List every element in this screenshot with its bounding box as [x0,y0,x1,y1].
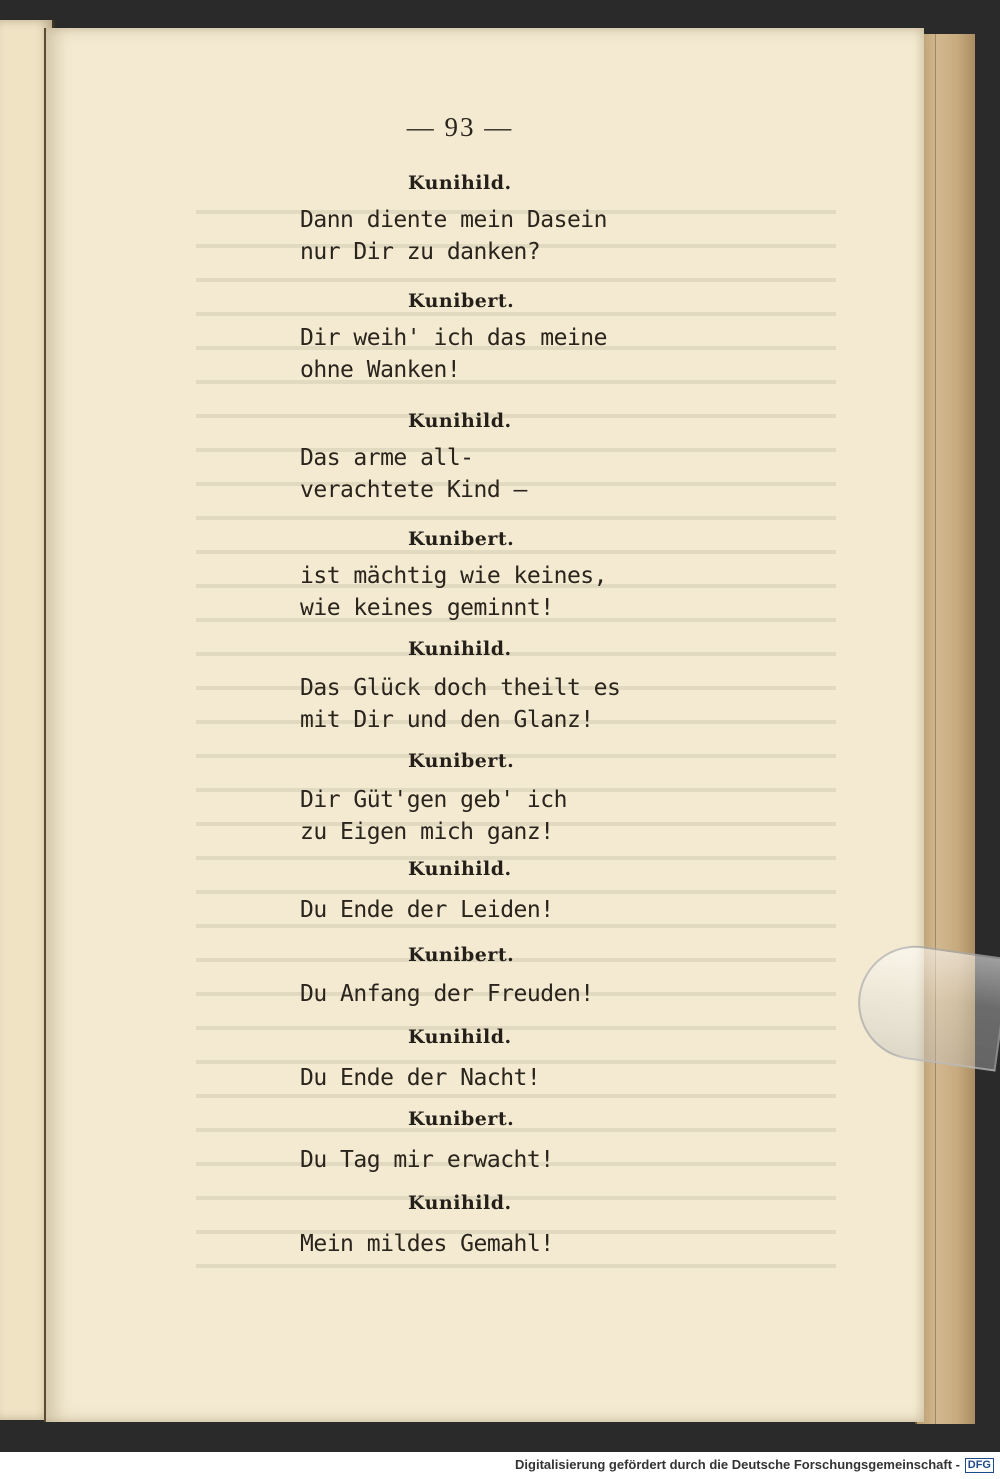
page-stack-edges [915,34,975,1424]
verse-block [300,322,860,386]
verse-line: mit Dir und den Glanz! [300,707,594,733]
verse-line: verachtete Kind — [300,477,527,503]
speaker-label: Kunihild. [408,858,512,880]
verse-line: Dir Güt'gen geb' ich [300,787,567,813]
verse-block [300,1144,860,1176]
verse-block [300,672,860,736]
verse-line: Du Anfang der Freuden! [300,981,594,1007]
verse-line: Mein mildes Gemahl! [300,1231,554,1257]
verse-line: wie keines geminnt! [300,595,554,621]
verse-line: Das Glück doch theilt es [300,675,621,701]
speaker-label: Kunihild. [408,638,512,660]
speaker-label: Kunibert. [408,290,515,312]
verse-line: ist mächtig wie keines, [300,563,607,589]
footer-bar [0,1452,1000,1479]
verse-line: nur Dir zu danken? [300,239,541,265]
verse-block [300,1228,860,1260]
verse-block [300,784,860,848]
verse-block [300,1062,860,1094]
speaker-label: Kunibert. [408,1108,515,1130]
verse-block [300,560,860,624]
verse-line: Das arme all- [300,445,474,471]
speaker-label: Kunibert. [408,750,515,772]
verse-block [300,442,860,506]
verse-line: Du Ende der Leiden! [300,897,554,923]
speaker-label: Kunibert. [408,944,515,966]
speaker-label: Kunihild. [408,1192,512,1214]
speaker-label: Kunihild. [408,1026,512,1048]
speaker-label: Kunibert. [408,528,515,550]
verse-line: zu Eigen mich ganz! [300,819,554,845]
verse-block [300,894,860,926]
speaker-label: Kunihild. [408,410,512,432]
verse-line: Dir weih' ich das meine [300,325,607,351]
dfg-logo-icon: DFG [965,1458,994,1473]
speaker-label: Kunihild. [408,172,512,194]
verse-line: Du Tag mir erwacht! [300,1147,554,1173]
verse-block [300,204,860,268]
verse-line: Dann diente mein Dasein [300,207,607,233]
page-number: — 93 — [406,112,514,142]
verse-block [300,978,860,1010]
verse-line: ohne Wanken! [300,357,461,383]
verse-line: Du Ende der Nacht! [300,1065,541,1091]
funding-credit: Digitalisierung gefördert durch die Deutsche Forschungsgemeinschaft - [515,1457,960,1472]
